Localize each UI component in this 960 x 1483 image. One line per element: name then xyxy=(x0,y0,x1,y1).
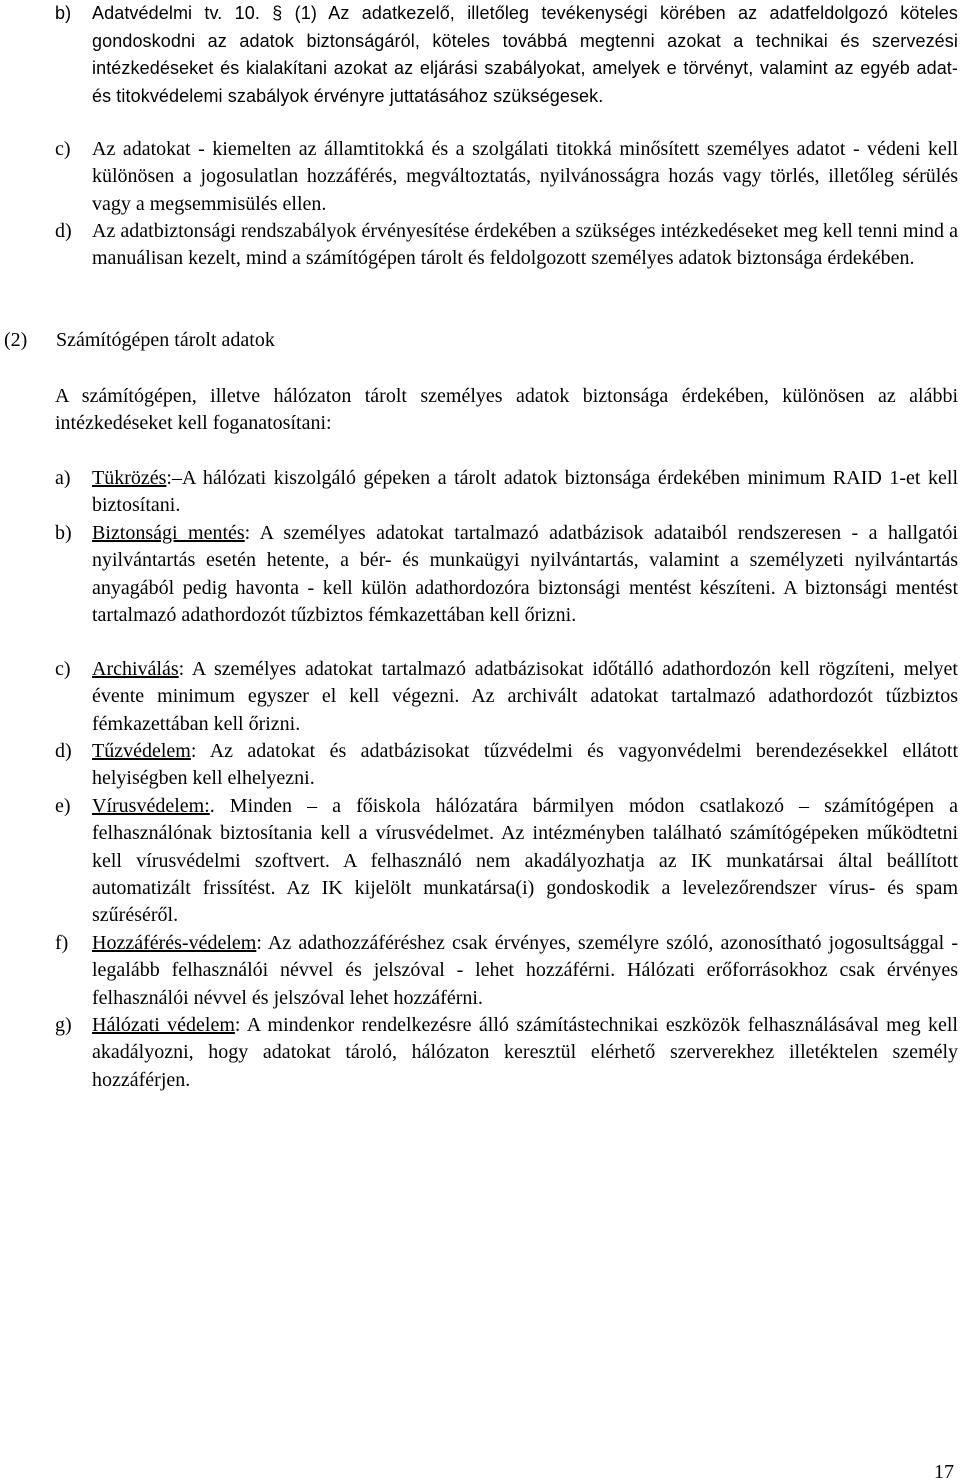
measure-marker-e: e) xyxy=(55,795,71,817)
measure-marker-d: d) xyxy=(55,740,72,762)
item-marker-b: b) xyxy=(55,3,72,23)
measure-mirroring: Tükrözés:–A hálózati kiszolgáló gépeken a tárolt adatok biztonsága érdekében minimum RAID 1-et kell biztosítani. xyxy=(92,467,958,517)
measure-marker-b: b) xyxy=(55,522,72,544)
measure-marker-g: g) xyxy=(55,1014,72,1036)
item-marker-d: d) xyxy=(55,220,72,242)
page-number: 17 xyxy=(934,1461,954,1483)
paragraph-security-rules: Az adatbiztonsági rendszabályok érvényesítése érdekében a szükséges intézkedéseket meg kell tenni mind a manuálisan kezelt, mind a számítógépen tárolt és feldolgozott személyes adatok biztonsága érdekében. xyxy=(92,220,958,270)
item-marker-c: c) xyxy=(55,138,71,160)
measure-virus-protection: Vírusvédelem:. Minden – a főiskola hálózatára bármilyen módon csatlakozó – számítógépen a felhasználónak biztosítania kell a vírusvédelmet. Az intézményben található számítógépeken működtetni kell vírusvédelmi szoftvert. A felhasználó nem akadályozhatja az IK munkatársai által beállított automatizált frissítést. Az IK kijelölt munkatársa(i) gondoskodik a levelezőrendszer vírus- és spam szűréséről. xyxy=(92,795,958,927)
measure-marker-f: f) xyxy=(55,932,69,954)
paragraph-data-protection-scope: Az adatokat - kiemelten az államtitokká és a szolgálati titokká minősített személyes adatot - védeni kell különösen a jogosulatlan hozzáférés, megváltoztatás, nyilvánosságra hozás vagy törlés, illetőleg sérülés vagy a megsemmisülés ellen. xyxy=(92,138,958,215)
paragraph-data-protection-act: Adatvédelmi tv. 10. § (1) Az adatkezelő, illetőleg tevékenységi körében az adatfeldolgozó köteles gondoskodni az adatok biztonságáról, köteles továbbá megtenni azokat a technikai és szervezési intézkedéseket és kialakítani azokat az eljárási szabályokat, amelyek e törvényt, valamint az egyéb adat- és titokvédelemi szabályok érvényre juttatásához szükségesek. xyxy=(92,3,958,106)
measure-term: Tükrözés xyxy=(92,467,167,489)
measure-network-protection: Hálózati védelem: A mindenkor rendelkezésre álló számítástechnikai eszközök felhasználásával meg kell akadályozni, hogy adatokat tároló, hálózaton keresztül elérhető szerverekhez illetéktelen személy hozzáférjen. xyxy=(92,1014,958,1091)
section-number: (2) xyxy=(4,329,28,351)
section-title: Számítógépen tárolt adatok xyxy=(56,329,275,351)
measure-marker-c: c) xyxy=(55,658,71,680)
measure-term: Vírusvédelem: xyxy=(92,795,210,817)
measure-fire-protection: Tűzvédelem: Az adatokat és adatbázisokat tűzvédelmi és vagyonvédelmi berendezésekkel ellátott helyiségben kell elhelyezni. xyxy=(92,740,958,790)
measure-term: Hozzáférés-védelem xyxy=(92,932,257,954)
measure-term: Biztonsági mentés xyxy=(92,522,245,544)
measure-backup: Biztonsági mentés: A személyes adatokat tartalmazó adatbázisok adataiból rendszeresen - a hallgatói nyilvántartás esetén hetente, a bér- és munkaügyi nyilvántartás, valamint a személyzeti nyilvántartás anyagából pedig havonta - kell külön adathordozóra biztonsági mentést készíteni. A biztonsági mentést tartalmazó adathordozót tűzbiztos fémkazettában kell őrizni. xyxy=(92,522,958,626)
measure-term: Hálózati védelem xyxy=(92,1014,235,1036)
measure-term: Archiválás xyxy=(92,658,179,680)
measure-access-protection: Hozzáférés-védelem: Az adathozzáféréshez csak érvényes, személyre szóló, azonosítható jogosultsággal - legalább felhasználói névvel és jelszóval - lehet hozzáférni. Hálózati erőforrásokhoz csak érvényes felhasználói névvel és jelszóval lehet hozzáférni. xyxy=(92,932,958,1009)
measure-term: Tűzvédelem xyxy=(92,740,191,762)
measure-archiving: Archiválás: A személyes adatokat tartalmazó adatbázisokat időtálló adathordozón kell rögzíteni, melyet évente minimum egyszer el kell végezni. Az archivált adatokat tartalmazó adathordozót tűzbiztos fémkazettában kell őrizni. xyxy=(92,658,958,735)
measure-marker-a: a) xyxy=(55,467,71,489)
section-intro: A számítógépen, illetve hálózaton tárolt személyes adatok biztonsága érdekében, különösen az alábbi intézkedéseket kell foganatosítani: xyxy=(55,385,958,435)
